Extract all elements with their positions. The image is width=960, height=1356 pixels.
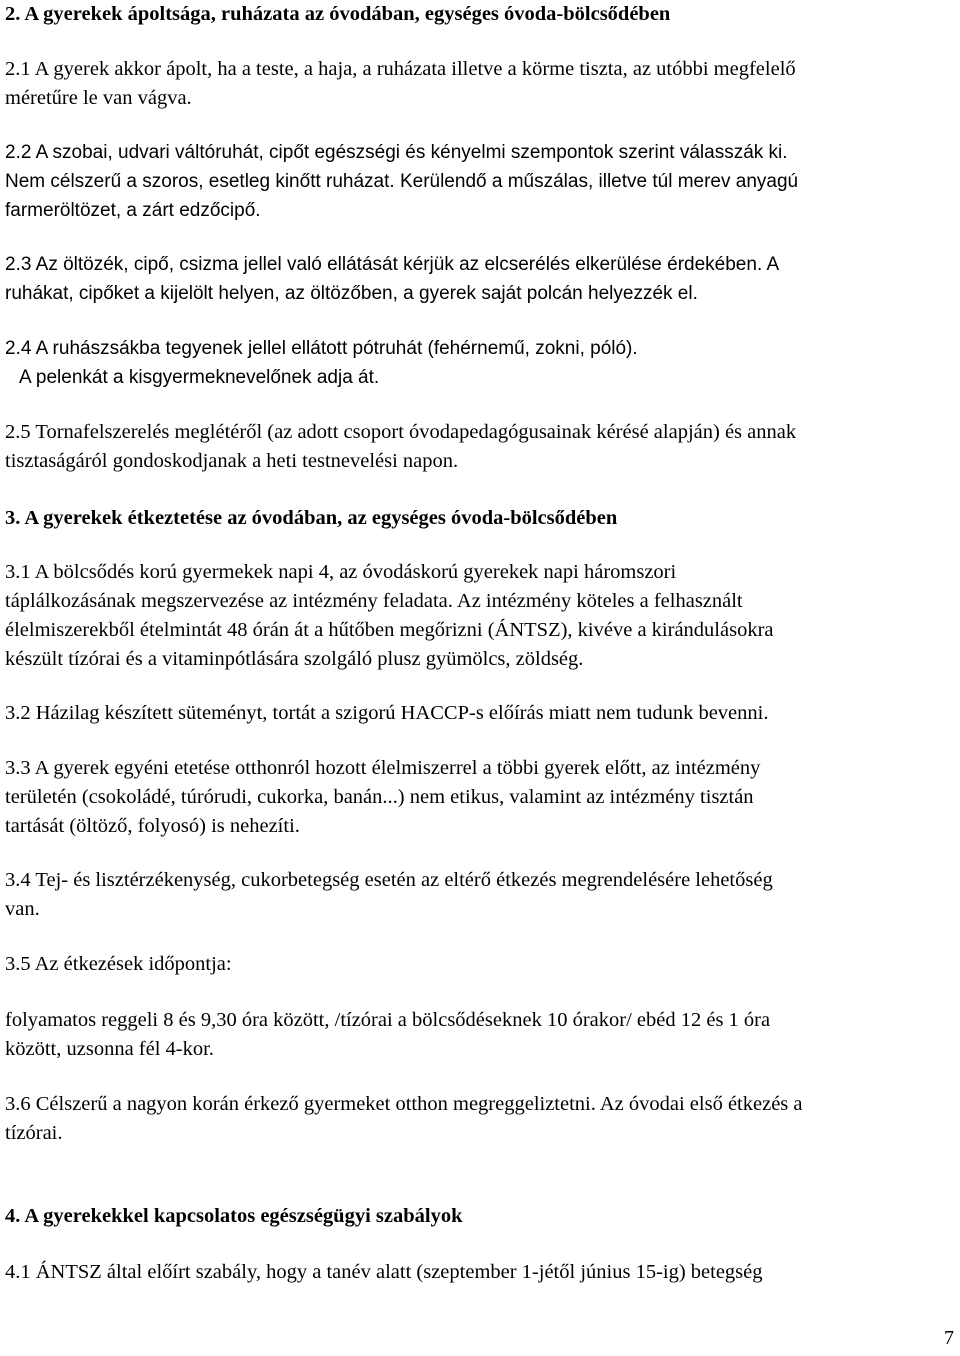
paragraph-line: 2.4 A ruhászsákba tegyenek jellel ellátott pótruhát (fehérnemű, zokni, póló). <box>5 338 638 359</box>
paragraph-3-3 <box>5 754 950 841</box>
paragraph-line: tisztaságáról gondoskodjanak a heti testnevelési napon. <box>5 450 459 472</box>
paragraph-line: tízórai. <box>5 1122 63 1144</box>
paragraph-2-5 <box>5 418 950 476</box>
paragraph-line: 2.1 A gyerek akkor ápolt, ha a teste, a haja, a ruházata illetve a körme tiszta, az utóbbi megfelelő <box>5 58 796 80</box>
paragraph-line: 3.3 A gyerek egyéni etetése otthonról hozott élelmiszerrel a többi gyerek előtt, az intézmény <box>5 757 761 779</box>
section-3-heading <box>5 504 950 533</box>
paragraph-line: 2.5 Tornafelszerelés meglétéről (az adott csoport óvodapedagógusainak kérésé alapján) és annak <box>5 421 797 443</box>
paragraph-line: Nem célszerű a szoros, esetleg kinőtt ruházat. Kerülendő a műszálas, illetve túl merev anyagú <box>5 171 799 192</box>
paragraph-3-5 <box>5 950 950 979</box>
paragraph-line: 3.1 A bölcsődés korú gyermekek napi 4, az óvodáskorú gyerekek napi háromszori <box>5 561 677 583</box>
paragraph-line: készült tízórai és a vitaminpótlására szolgáló plusz gyümölcs, zöldség. <box>5 648 584 670</box>
paragraph-line: méretűre le van vágva. <box>5 87 192 109</box>
section-4-heading <box>5 1202 950 1231</box>
paragraph-3-4 <box>5 866 950 924</box>
paragraph-2-3 <box>5 250 950 308</box>
paragraph-line: farmeröltözet, a zárt edzőcipő. <box>5 200 261 221</box>
paragraph-3-2 <box>5 699 950 728</box>
paragraph-2-1 <box>5 55 950 113</box>
paragraph-2-4 <box>5 334 950 392</box>
paragraph-line: van. <box>5 898 40 920</box>
paragraph-3-6 <box>5 1090 950 1148</box>
paragraph-line: között, uzsonna fél 4-kor. <box>5 1038 214 1060</box>
paragraph-line: A pelenkát a kisgyermeknevelőnek adja át. <box>19 367 380 388</box>
section-3-heading-text: 3. A gyerekek étkeztetése az óvodában, az egységes óvoda-bölcsődében <box>5 507 618 529</box>
page-number: 7 <box>944 1327 954 1349</box>
paragraph-line: 4.1 ÁNTSZ által előírt szabály, hogy a tanév alatt (szeptember 1-jétől június 15-ig) betegség <box>5 1261 763 1283</box>
paragraph-line: élelmiszerekből ételmintát 48 órán át a hűtőben megőrizni (ÁNTSZ), kivéve a kirándulásokra <box>5 619 774 641</box>
paragraph-line: tartását (öltöző, folyosó) is nehezíti. <box>5 815 300 837</box>
paragraph-3-1 <box>5 558 950 674</box>
paragraph-line: 2.3 Az öltözék, cipő, csizma jellel való ellátását kérjük az elcserélés elkerülése érdekében. A <box>5 254 780 275</box>
paragraph-line: 3.5 Az étkezések időpontja: <box>5 953 232 975</box>
paragraph-line: táplálkozásának megszervezése az intézmény feladata. Az intézmény köteles a felhasznált <box>5 590 743 612</box>
paragraph-2-2 <box>5 138 950 225</box>
section-4-heading-text: 4. A gyerekekkel kapcsolatos egészségügyi szabályok <box>5 1205 463 1227</box>
paragraph-line: 2.2 A szobai, udvari váltóruhát, cipőt egészségi és kényelmi szempontok szerint válasszák ki. <box>5 142 788 163</box>
paragraph-line: ruhákat, cipőket a kijelölt helyen, az öltözőben, a gyerek saját polcán helyezzék el. <box>5 283 698 304</box>
paragraph-line: folyamatos reggeli 8 és 9,30 óra között, /tízórai a bölcsődéseknek 10 órakor/ ebéd 12 és 1 óra <box>5 1009 771 1031</box>
paragraph-line: területén (csokoládé, túrórudi, cukorka, banán...) nem etikus, valamint az intézmény tisztán <box>5 786 754 808</box>
paragraph-line: 3.2 Házilag készített süteményt, tortát a szigorú HACCP-s előírás miatt nem tudunk bevenni. <box>5 702 769 724</box>
paragraph-line: 3.4 Tej- és lisztérzékenység, cukorbetegség esetén az eltérő étkezés megrendelésére lehetőség <box>5 869 773 891</box>
paragraph-line: 3.6 Célszerű a nagyon korán érkező gyermeket otthon megreggeliztetni. Az óvodai első étkezés a <box>5 1093 803 1115</box>
paragraph-3-5-times <box>5 1006 950 1064</box>
section-2-heading <box>5 0 950 29</box>
section-2-heading-text: 2. A gyerekek ápoltsága, ruházata az óvodában, egységes óvoda-bölcsődében <box>5 3 671 25</box>
paragraph-4-1 <box>5 1258 950 1287</box>
